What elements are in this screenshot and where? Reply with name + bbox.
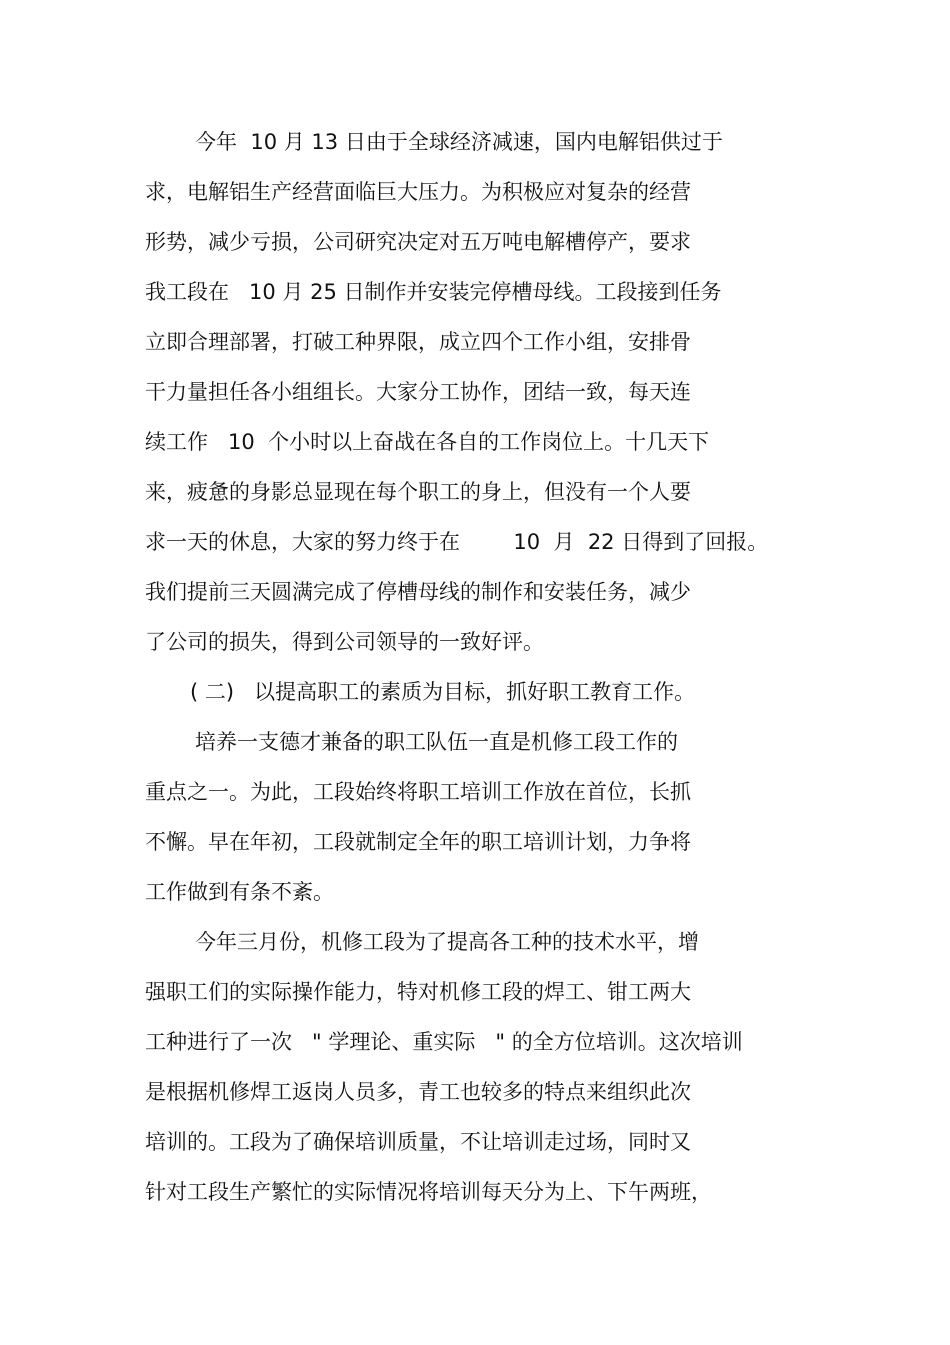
paragraph-line: 形势，减少亏损，公司研究决定对五万吨电解槽停产，要求: [145, 230, 691, 254]
paragraph-line: 今年 10 月 13 日由于全球经济减速，国内电解铝供过于: [195, 130, 723, 154]
paragraph-line: 重点之一。为此，工段始终将职工培训工作放在首位，长抓: [145, 780, 691, 804]
paragraph-line: 了公司的损失，得到公司领导的一致好评。: [145, 630, 544, 654]
paragraph-line: 续工作 10 个小时以上奋战在各自的工作岗位上。十几天下: [145, 430, 710, 454]
paragraph-line: 工种进行了一次 " 学理论、重实际 " 的全方位培训。这次培训: [145, 1030, 743, 1054]
paragraph-line: 培训的。工段为了确保培训质量，不让培训走过场，同时又: [145, 1130, 691, 1154]
paragraph-line: 求，电解铝生产经营面临巨大压力。为积极应对复杂的经营: [145, 180, 691, 204]
paragraph-line: 干力量担任各小组组长。大家分工协作，团结一致，每天连: [145, 380, 691, 404]
paragraph-line: 培养一支德才兼备的职工队伍一直是机修工段工作的: [195, 730, 678, 754]
paragraph-line: 是根据机修焊工返岗人员多，青工也较多的特点来组织此次: [145, 1080, 691, 1104]
section-heading: ( 二) 以提高职工的素质为目标，抓好职工教育工作。: [190, 680, 696, 704]
paragraph-line: 工作做到有条不紊。: [145, 880, 334, 904]
paragraph-line: 针对工段生产繁忙的实际情况将培训每天分为上、下午两班，: [145, 1180, 712, 1204]
paragraph-line: 强职工们的实际操作能力，特对机修工段的焊工、钳工两大: [145, 980, 691, 1004]
paragraph-line: 立即合理部署，打破工种界限，成立四个工作小组，安排骨: [145, 330, 691, 354]
paragraph-line: 求一天的休息，大家的努力终于在 10 月 22 日得到了回报。: [145, 530, 769, 554]
paragraph-line: 不懈。早在年初，工段就制定全年的职工培训计划，力争将: [145, 830, 691, 854]
paragraph-line: 我们提前三天圆满完成了停槽母线的制作和安装任务，减少: [145, 580, 691, 604]
paragraph-line: 今年三月份，机修工段为了提高各工种的技术水平，增: [195, 930, 699, 954]
paragraph-line: 来，疲惫的身影总显现在每个职工的身上，但没有一个人要: [145, 480, 691, 504]
paragraph-line: 我工段在 10 月 25 日制作并安装完停槽母线。工段接到任务: [145, 280, 722, 304]
